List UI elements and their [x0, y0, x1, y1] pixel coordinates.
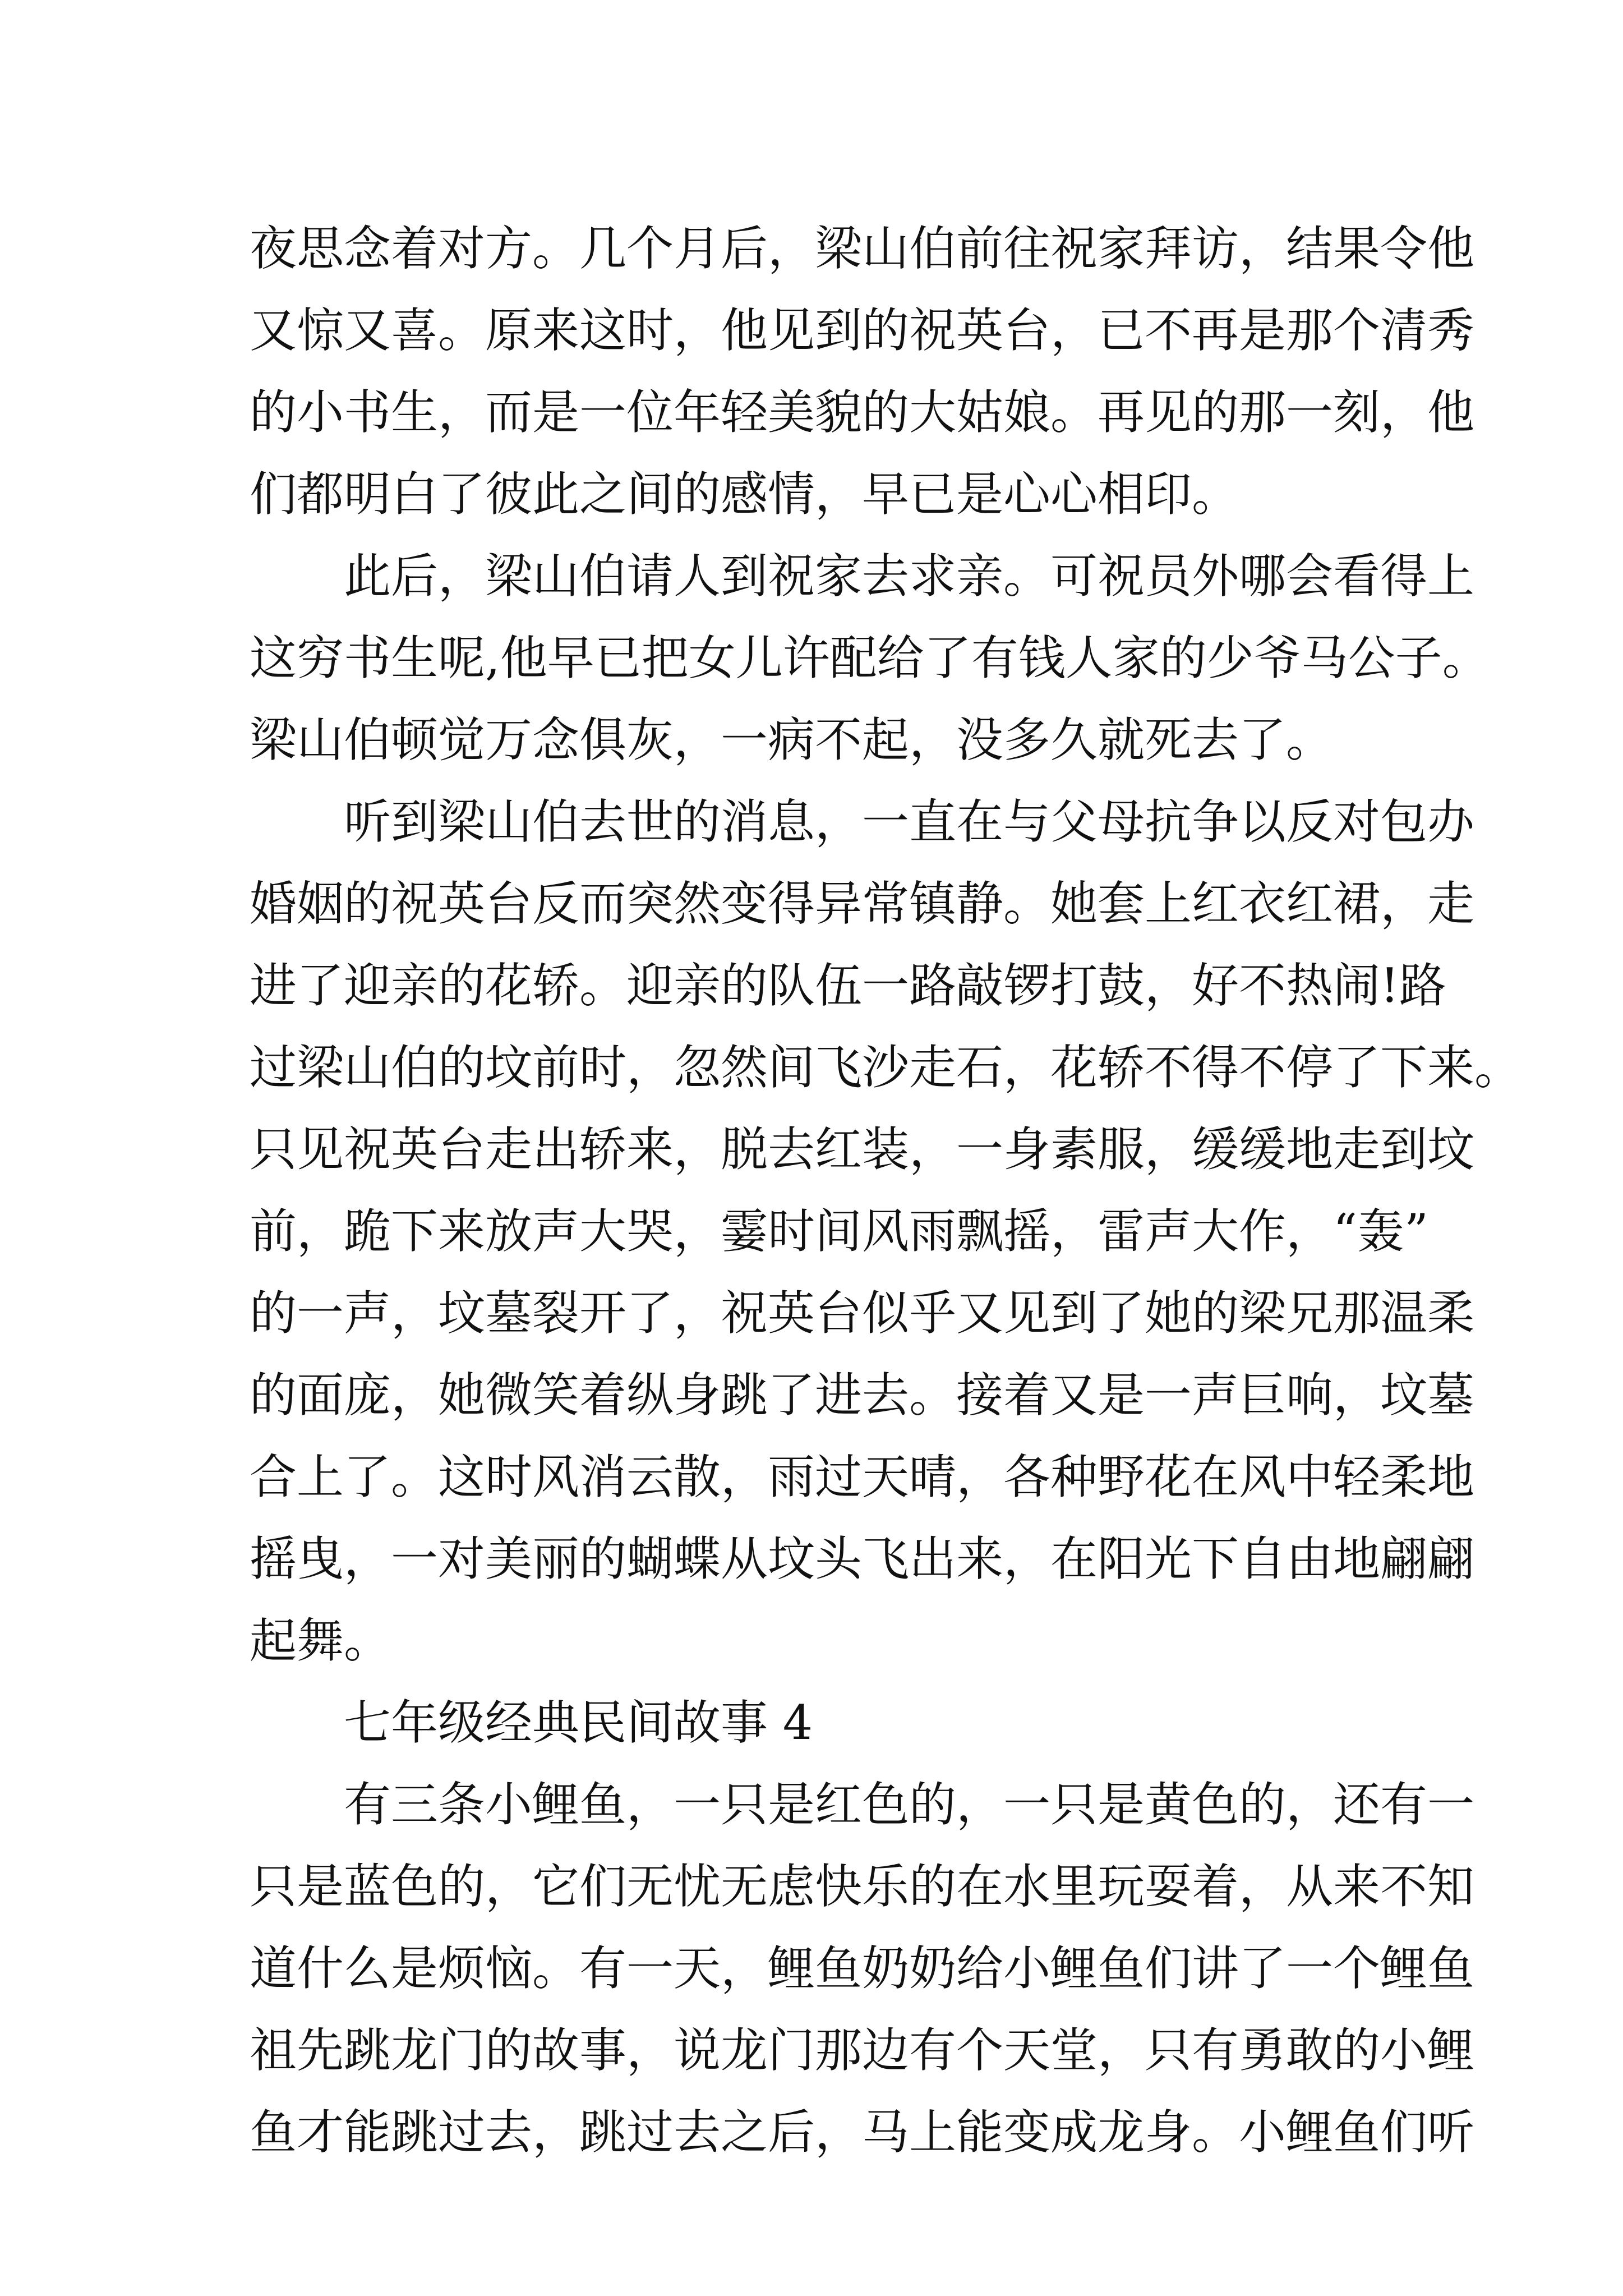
text-line: 道什么是烦恼。有一天，鲤鱼奶奶给小鲤鱼们讲了一个鲤鱼 — [250, 1941, 1475, 1996]
text-line: 们都明白了彼此之间的感情，早已是心心相印。 — [250, 467, 1239, 522]
text-line: 摇曳，一对美丽的蝴蝶从坟头飞出来，在阳光下自由地翩翩 — [250, 1531, 1475, 1586]
text-line: 合上了。这时风消云散，雨过天晴，各种野花在风中轻柔地 — [250, 1450, 1475, 1504]
text-line: 梁山伯顿觉万念俱灰，一病不起，没多久就死去了。 — [250, 712, 1334, 767]
text-line: 前，跪下来放声大哭，霎时间风雨飘摇，雷声大作，“轰” — [250, 1204, 1428, 1259]
text-line: 只见祝英台走出轿来，脱去红装，一身素服，缓缓地走到坟 — [250, 1122, 1475, 1177]
text-line: 鱼才能跳过去，跳过去之后，马上能变成龙身。小鲤鱼们听 — [250, 2105, 1475, 2160]
document-body — [250, 208, 1522, 2173]
text-line: 的小书生，而是一位年轻美貌的大姑娘。再见的那一刻，他 — [250, 385, 1475, 440]
text-line: 婚姻的祝英台反而突然变得异常镇静。她套上红衣红裙，走 — [250, 876, 1475, 931]
text-line: 又惊又喜。原来这时，他见到的祝英台，已不再是那个清秀 — [250, 303, 1475, 358]
text-line: 过梁山伯的坟前时，忽然间飞沙走石，花轿不得不停了下来。 — [250, 1040, 1522, 1095]
text-line: 只是蓝色的，它们无忧无虑快乐的在水里玩耍着，从来不知 — [250, 1859, 1475, 1914]
text-line: 进了迎亲的花轿。迎亲的队伍一路敲锣打鼓，好不热闹!路 — [250, 958, 1446, 1013]
text-line: 的面庞，她微笑着纵身跳了进去。接着又是一声巨响，坟墓 — [250, 1368, 1475, 1423]
section-heading: 七年级经典民间故事 4 — [344, 1695, 813, 1750]
paragraph-first-line: 听到梁山伯去世的消息，一直在与父母抗争以反对包办 — [344, 794, 1475, 849]
paragraph-first-line: 有三条小鲤鱼，一只是红色的，一只是黄色的，还有一 — [344, 1777, 1475, 1832]
text-line: 这穷书生呢,他早已把女儿许配给了有钱人家的少爷马公子。 — [250, 631, 1490, 685]
text-line: 夜思念着对方。几个月后，梁山伯前往祝家拜访，结果令他 — [250, 221, 1475, 276]
text-line: 祖先跳龙门的故事，说龙门那边有个天堂，只有勇敢的小鲤 — [250, 2023, 1475, 2078]
text-line: 的一声，坟墓裂开了，祝英台似乎又见到了她的梁兄那温柔 — [250, 1286, 1475, 1341]
text-line: 起舞。 — [250, 1613, 391, 1668]
paragraph-first-line: 此后，梁山伯请人到祝家去求亲。可祝员外哪会看得上 — [344, 549, 1475, 604]
